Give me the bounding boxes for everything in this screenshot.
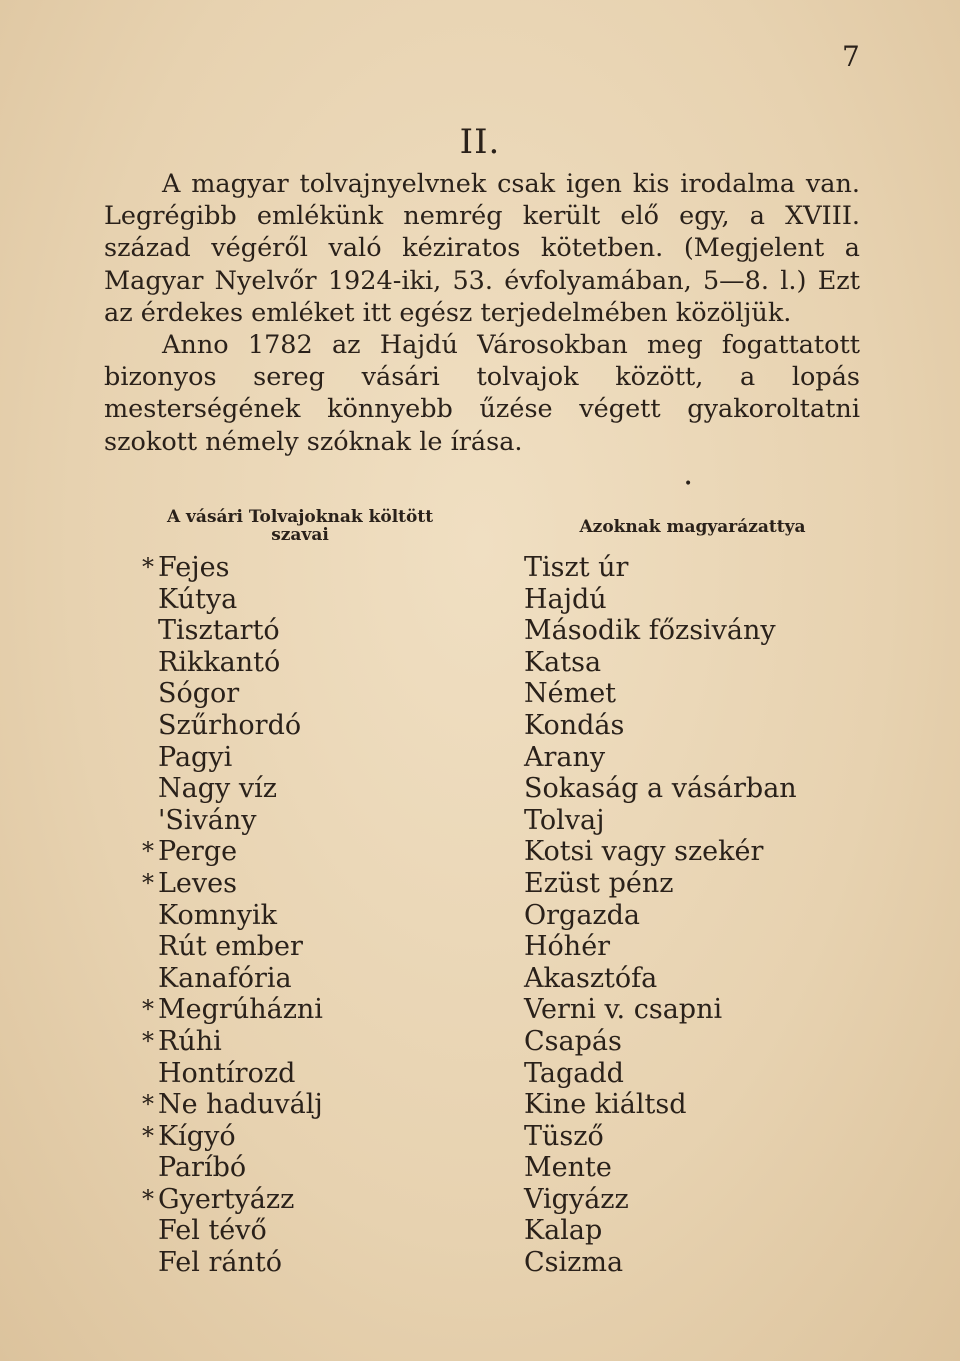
glossary-row: [0, 773, 960, 805]
slang-term-text: Paríbó: [158, 1152, 247, 1184]
paragraph-1: A magyar tolvajnyelvnek csak igen kis irodalma van. Legrégibb emlékünk nemrég került elő egy, a XVIII. század végéről való kéziratos kötetben. (Megjelent a Magyar Nyelvőr 1924-iki, 53. évfolyamában, 5—8. l.) Ezt az érdekes emléket itt egész terjedelmében közöljük.: [104, 169, 860, 328]
slang-term: [158, 742, 232, 774]
slang-term-text: Komnyik: [158, 899, 277, 931]
glossary-row: [0, 1247, 960, 1279]
paragraph-2: Anno 1782 az Hajdú Városokban meg fogattatott bizonyos sereg vásári tolvajok között, a lopás mesterségének könnyebb űzése végett gyakoroltatni szokott némely szóknak le írása.: [104, 330, 860, 457]
meaning-text: Csapás: [524, 1025, 622, 1057]
slang-term: [142, 1183, 295, 1216]
meaning-text: Tüsző: [524, 1120, 604, 1152]
asterisk-mark: *: [142, 995, 154, 1024]
slang-term: [158, 615, 280, 647]
slang-term-text: 'Sivány: [158, 804, 257, 836]
slang-term-text: Szűrhordó: [158, 709, 302, 741]
glossary-row: [0, 678, 960, 710]
slang-term-text: Rikkantó: [158, 646, 281, 678]
glossary-row: [0, 647, 960, 679]
slang-term-text: Ne haduválj: [158, 1089, 323, 1121]
meaning-text: Katsa: [524, 646, 602, 678]
glossary-row: [0, 931, 960, 963]
slang-term-text: Fel tévő: [158, 1215, 267, 1247]
asterisk-mark: *: [142, 837, 154, 866]
asterisk-mark: *: [142, 553, 154, 581]
glossary-row: [0, 742, 960, 774]
asterisk-mark: *: [142, 868, 154, 897]
slang-term: [158, 773, 277, 805]
meaning-text: Tolvaj: [524, 804, 605, 836]
slang-term: [142, 1120, 236, 1153]
column-header-slang: A vásári Tolvajoknak költött szavai: [166, 507, 434, 545]
slang-term: [158, 1152, 246, 1184]
meaning-text: Orgazda: [524, 899, 641, 931]
glossary-row: [0, 584, 960, 616]
asterisk-mark: *: [142, 1026, 154, 1055]
glossary-row: [0, 1026, 960, 1058]
slang-term-text: Kígyó: [158, 1120, 236, 1152]
intro-text: [104, 168, 860, 458]
slang-term-text: Fel rántó: [158, 1247, 282, 1279]
slang-term-text: Fejes: [158, 552, 230, 583]
glossary-row: [0, 1184, 960, 1216]
chapter-heading: II.: [459, 122, 501, 162]
meaning-text: Német: [524, 678, 617, 710]
meaning-text: Csizma: [524, 1247, 624, 1279]
slang-term-text: Nagy víz: [158, 773, 277, 805]
slang-term: [158, 647, 280, 679]
slang-term: [158, 678, 239, 710]
meaning-text: Vigyázz: [524, 1183, 629, 1215]
bullet-mark: •: [684, 476, 693, 492]
glossary-row: [0, 836, 960, 868]
slang-term-text: Megrúházni: [158, 994, 323, 1026]
slang-term: [158, 931, 303, 963]
slang-term-text: Perge: [158, 836, 238, 868]
glossary-row: [0, 963, 960, 995]
meaning-text: Kondás: [524, 709, 625, 741]
slang-term-text: Pagyi: [158, 741, 233, 773]
glossary-row: [0, 1121, 960, 1153]
slang-term-text: Rút ember: [158, 931, 303, 963]
slang-term: [142, 1089, 323, 1121]
glossary-row: [0, 1152, 960, 1184]
asterisk-mark: *: [142, 1090, 154, 1119]
slang-term: [142, 1025, 222, 1058]
slang-term-text: Kútya: [158, 583, 238, 615]
glossary-row: [0, 710, 960, 742]
slang-term: [158, 1215, 267, 1247]
glossary-row: [0, 868, 960, 900]
glossary-row: [0, 994, 960, 1026]
meaning-text: Akasztófa: [524, 962, 658, 994]
glossary-list: [0, 552, 960, 1279]
meaning-text: Verni v. csapni: [524, 994, 723, 1026]
glossary-row: [0, 615, 960, 647]
slang-term-text: Kanafória: [158, 962, 292, 994]
slang-term: [158, 710, 301, 742]
asterisk-mark: *: [142, 1121, 154, 1150]
meaning-text: Arany: [524, 741, 606, 773]
slang-term: [158, 584, 237, 616]
meaning-text: Hóhér: [524, 931, 611, 963]
meaning-text: Sokaság a vásárban: [524, 773, 797, 805]
meaning-text: Ezüst pénz: [524, 867, 674, 899]
slang-term-text: Rúhi: [158, 1025, 222, 1057]
glossary-row: [0, 1058, 960, 1090]
meaning-text: Kine kiáltsd: [524, 1089, 687, 1121]
meaning-text: Kalap: [524, 1215, 603, 1247]
glossary-row: [0, 900, 960, 932]
glossary-row: [0, 1215, 960, 1247]
meaning-text: Hajdú: [524, 583, 607, 615]
asterisk-mark: *: [142, 1184, 154, 1213]
meaning-text: Tiszt úr: [524, 552, 629, 583]
slang-term: [158, 805, 257, 837]
meaning-text: Tagadd: [524, 1057, 624, 1089]
slang-term: [158, 1247, 282, 1279]
meaning-text: Kotsi vagy szekér: [524, 836, 764, 868]
page-number: 7: [842, 40, 860, 73]
column-header-meaning: Azoknak magyarázattya: [579, 517, 806, 537]
slang-term: [142, 836, 238, 868]
slang-term: [158, 900, 277, 932]
glossary-row: [0, 1089, 960, 1121]
meaning-text: Második főzsivány: [524, 615, 776, 647]
slang-term-text: Gyertyázz: [158, 1183, 295, 1215]
meaning-text: Mente: [524, 1152, 612, 1184]
slang-term: [142, 552, 230, 584]
slang-term-text: Tisztartó: [158, 615, 280, 647]
slang-term-text: Sógor: [158, 678, 240, 710]
slang-term-text: Hontírozd: [158, 1057, 296, 1089]
glossary-row: [0, 552, 960, 584]
slang-term: [142, 867, 237, 900]
glossary-row: [0, 805, 960, 837]
slang-term: [158, 963, 292, 995]
slang-term: [142, 994, 323, 1026]
slang-term-text: Leves: [158, 867, 237, 899]
slang-term: [158, 1058, 295, 1090]
